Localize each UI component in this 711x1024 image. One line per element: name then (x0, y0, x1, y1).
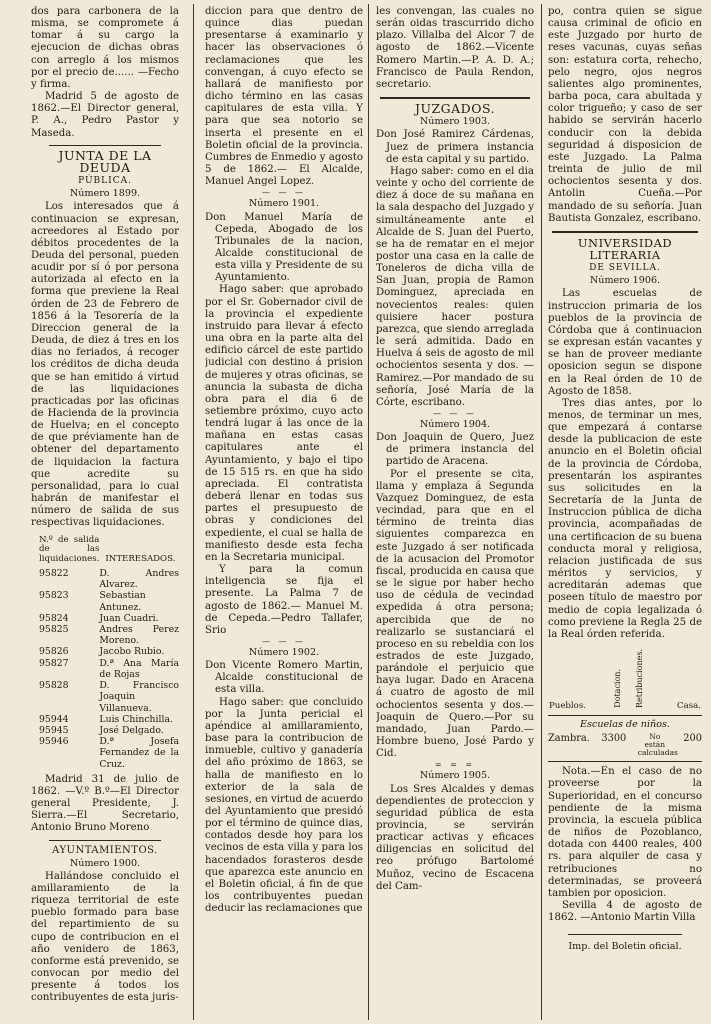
paragraph: dos para carbonera de la misma, se compromete á tomar á su cargo la ejecucion de dichas obras con arreglo á los mismos por el precio de...... —Fecho y firma. (31, 6, 179, 90)
notice-heading: Don Joaquin de Quero, Juez de primera instancia del partido de Aracena. (376, 432, 534, 468)
printer-footer: Imp. del Boletin oficial. (568, 941, 682, 953)
signature-paragraph: Madrid 31 de julio de 1862. —V.º B.º—El Director general Presidente, J. Sierra.—El Secretario, Antonio Bruno Moreno (31, 773, 179, 834)
liquidations-table (31, 530, 179, 770)
paragraph: les convengan, las cuales no serán oidas trascurrido dicho plazo. Villalba del Alcor 7 de agosto de 1862.—Vicente Romero Martin.—P. A. D. A.; Francisco de Paula Rendon, secretario. (376, 6, 534, 90)
signature-paragraph: Y para la comun inteligencia se fija el presente. La Palma 7 de agosto de 1862.— Manuel M. de Cepeda.—Pedro Tallafer, Srio (205, 564, 363, 636)
cell-casa: 200 (683, 733, 702, 745)
notice-number: Número 1901. (248, 198, 320, 210)
separator-rule (568, 934, 682, 935)
table-row: 95826 Jacobo Rubio. (39, 646, 165, 658)
cell-pueblo: Zambra. (548, 733, 590, 745)
signature-paragraph: Sevilla 4 de agosto de 1862. —Antonio Martin Villa (548, 900, 702, 924)
paragraph: po, contra quien se sigue causa criminal de oficio en este Juzgado por hurto de reses vacunas, cuyas señas son: estatura corta, rehecho, pelo negro, ojos negros salientes algo prominentes, barba poca, cara abultada y color trigueño; y caso de ser habido se servirán hacerlo conducir con la debida seguridad á disposicion de este Juzgado. La Palma treinta de julio de mil ochocientos sesenta y dos. Antolin Cueña.—Por mandado de su señoría. Juan Bautista Gonzalez, escribano. (548, 6, 702, 224)
notice-heading: Don José Ramirez Cárdenas, Juez de primera instancia de esta capital y su partido. (376, 129, 534, 165)
section-title-junta: JUNTA DE LA DEUDA (58, 147, 152, 175)
table-row: 95825 Andres Perez Moreno. (39, 624, 179, 647)
table-header-dotacion: Dotacion. (612, 669, 622, 708)
notice-heading: Don Vicente Romero Martin, Alcalde constitucional de esta villa. (205, 660, 363, 696)
separator-rule (552, 231, 698, 233)
paragraph: Hago saber: que aprobado por el Sr. Gobernador civil de la provincia el expediente instruido para llevar á efecto una obra en la parte alta del edificio cárcel de este partido judicial con destino á prision de mujeres y otras oficinas, se anuncia la subasta de dicha obra para el dia 6 de setiembre próximo, cuyo acto tendrá lugar á las once de la mañana en estas casas capitulares ante el Ayuntamiento, y bajo el tipo de 15 515 rs. en que ha sido apreciada. El contratista deberá llenar en todas sus partes el presupuesto de obras y condiciones del expediente, el cual se halla de manifiesto desde esta fecha en la Secretaria municipal. (205, 284, 363, 563)
column-divider (541, 4, 542, 1020)
signature-paragraph: Madrid 5 de agosto de 1862.—El Director general, P. A., Pedro Pastor y Maseda. (31, 91, 179, 139)
section-title-ayuntamientos: AYUNTAMIENTOS. (52, 844, 158, 856)
table-row: 95822 D. Andres Alvarez. (39, 568, 179, 591)
paragraph: diccion para que dentro de quince dias puedan presentarse á examinarlo y hacer las observaciones ó reclamaciones que les convengan, á cuyo efecto se hallará de manifiesto por dicho término en las casas capitulares de esta villa. Y para que sea notorio se inserta el presente en el Boletin oficial de la provincia. Cumbres de Enmedio y agosto 5 de 1862.— El Alcalde, Manuel Angel Lopez. (205, 6, 363, 188)
paragraph: Los Sres Alcaldes y demas dependientes de proteccion y seguridad pública de esta provincia, se servirán practicar activas y eficaces diligencias en solicitud del reo prófugo Bartolomé Muñoz, vecino de Escacena del Cam- (376, 783, 534, 892)
table-row: 95946 D.ª Josefa Fernandez de la Cruz. (39, 736, 179, 770)
separator-rule (49, 840, 161, 841)
table-row: 95827 D.ª Ana María de Rojas (39, 657, 179, 680)
cell-dotacion: 3300 (601, 733, 627, 745)
paragraph: Hago saber: como en el dia veinte y ocho del corriente de diez á doce de su mañana en la sala despacho del Juzgado y simultáneamente ante el Alcalde de S. Juan del Puerto, se ha de rematar en el mejor postor una casa en la calle de Toneleros de dicha villa de San Juan, propia de Ramon Dominguez, apreciada en novecientos reales: quien quisiere hacer postura parezca, que siendo arreglada le será admitida. Dado en Huelva á seis de agosto de mil ochocientos sesenta y dos. —Ramirez.—Por mandado de su señoría, José María de la Córte, escribano. (376, 165, 534, 408)
separator-rule (49, 145, 161, 146)
separator-ornament: — — — (432, 409, 478, 418)
paragraph: Las escuelas de instruccion primaria de los pueblos de la provincia de Córdoba que á continuacion se expresan están vacantes y se han de proveer mediante oposicion segun se dispone en la Real órden de 10 de Agosto de 1858. (548, 288, 702, 397)
table-subheading: Escuelas de niños. (580, 719, 670, 731)
paragraph: Por el presente se cita, llama y emplaza á Segunda Vazquez Dominguez, de esta vecindad, para que en el término de treinta dias siguientes comparezca en este Juzgado á ser notificada de la acusacion del Promotor fiscal, producida en causa que se le sigue por haber hecho uso de cédula de vecindad expedida á otra persona; apercibida que de no realizarlo se sustanciará el proceso en su rebeldia con los estrados de este Juzgado, parándole el perjuicio que haya lugar. Dado en Aracena á cuatro de agosto de mil ochocientos sesenta y dos.—Joaquin de Quero.—Por su mandado, Juan Pardo.—Hombre bueno, José Pardo y Cid. (376, 468, 534, 760)
separator-ornament: = = = (434, 760, 476, 770)
table-header-casa: Casa. (677, 701, 701, 711)
table-header-number: N.º de salida de las liquidaciones. (39, 534, 100, 564)
notice-number: Número 1903. (419, 116, 491, 128)
column-2 (205, 6, 363, 1016)
separator-rule (548, 715, 702, 716)
column-3 (376, 6, 534, 1016)
section-subtitle: DE SEVILLA. (589, 263, 661, 274)
table-header-pueblos: Pueblos. (549, 701, 586, 711)
table-header-interested: INTERESADOS. (105, 553, 176, 564)
paragraph: Tres dias antes, por lo menos, de terminar un mes, que empezará á contarse desde la publicacion de este anuncio en el Boletin oficial de la provincia de Córdoba, presentarán los aspirantes sus solicitudes en la Secretaría de la Junta de Instruccion pública de dicha provincia, acompañadas de una certificacion de su buena conducta moral y religiosa, relacion justificada de sus méritos y servicios, y acreditarán ademas que poseen título de maestro por medio de copia legalizada ó como previene la Regla 25 de la Real órden referida. (548, 397, 702, 640)
paragraph: Los interesados que á continuacion se expresan, acreedores al Estado por débitos procedentes de la Deuda del personal, pueden acudir por sí ó por persona autorizada al efecto en la forma que previene la Real órden de 23 de Febrero de 1856 á la Tesorería de la Direccion general de la Deuda, de diez á tres en los dias no feriados, á recoger los créditos de dicha deuda que se han emitido á virtud de las liquidaciones practicadas por las oficinas de Hacienda de la provincia de Huelva; en el concepto de que préviamente han de obtener del departamento de liquidacion la factura que acredite su personalidad, para lo cual habrán de manifestar el número de salida de sus respectivas liquidaciones. (31, 201, 179, 529)
table-row: 95945 José Delgado. (39, 724, 164, 736)
vacancies-table (548, 649, 702, 712)
table-row (548, 733, 702, 757)
table-row: 95828 D. Francisco Joaquin Villanueva. (39, 680, 179, 714)
separator-rule (380, 97, 530, 99)
notice-number: Número 1906. (589, 275, 661, 287)
separator-ornament: — — — (261, 636, 307, 646)
paragraph: Nota.—En el caso de no proveerse por la Superioridad, en el concurso pendiente de la misma provincia, la escuela pública de niños de Pozoblanco, dotada con 4400 reales, 400 rs. para alquiler de casa y retribuciones no determinadas, se proveerá tambien por oposicion. (548, 766, 702, 899)
notice-number: Número 1905. (419, 770, 491, 782)
column-1 (31, 6, 179, 1016)
section-title-universidad: UNIVERSIDAD LITERARIA (577, 235, 673, 262)
table-header-retribuciones: Retribuciones. (634, 648, 644, 708)
section-title-juzgados: JUZGADOS. (414, 101, 496, 117)
column-4 (548, 6, 702, 1016)
notice-number: Número 1899. (69, 188, 141, 200)
section-subtitle: PÚBLICA. (78, 176, 132, 187)
column-divider (193, 4, 194, 1020)
paragraph: Hago saber: que concluido por la Junta pericial el apéndice al amillaramiento, base para la contribucion de inmueble, cultivo y ganadería del año próximo de 1863, se halla de manifiesto en lo exterior de la sala de sesiones, en virtud de acuerdo del Ayuntamiento que presidó por el término de quince dias, contados desde hoy para los vecinos de esta villa y para los hacendados forasteros desde que aparezca este anuncio en el Boletin oficial, á fin de que los contribuyentes puedan deducir las reclamaciones que (205, 696, 363, 915)
table-row: 95823 Sebastian Antunez. (39, 590, 146, 613)
separator-ornament: — — — (261, 188, 307, 198)
paragraph: Hallándose concluido el amillaramiento de la riqueza territorial de este pueblo formado para base del repartimiento de su cupo de contribucion en el año venidero de 1863, conforme está prevenido, se convocan por medio del presente á todos los contribuyentes de esta juris- (31, 870, 179, 1004)
notice-heading: Don Manuel María de Cepeda, Abogado de los Tribunales de la nacion, Alcalde constitucional de esta villa y Presidente de su Ayuntamiento. (205, 211, 363, 284)
notice-number: Número 1904. (419, 419, 491, 430)
table-row: 95824 Juan Cuadri. (39, 612, 159, 624)
table-row: 95944 Luis Chinchilla. (39, 713, 173, 725)
notice-number: Número 1902. (248, 646, 320, 658)
separator-rule (548, 761, 702, 762)
column-divider (368, 4, 369, 1020)
notice-number: Número 1900. (69, 857, 141, 869)
cell-retribuciones: No están calculadas (637, 732, 678, 758)
